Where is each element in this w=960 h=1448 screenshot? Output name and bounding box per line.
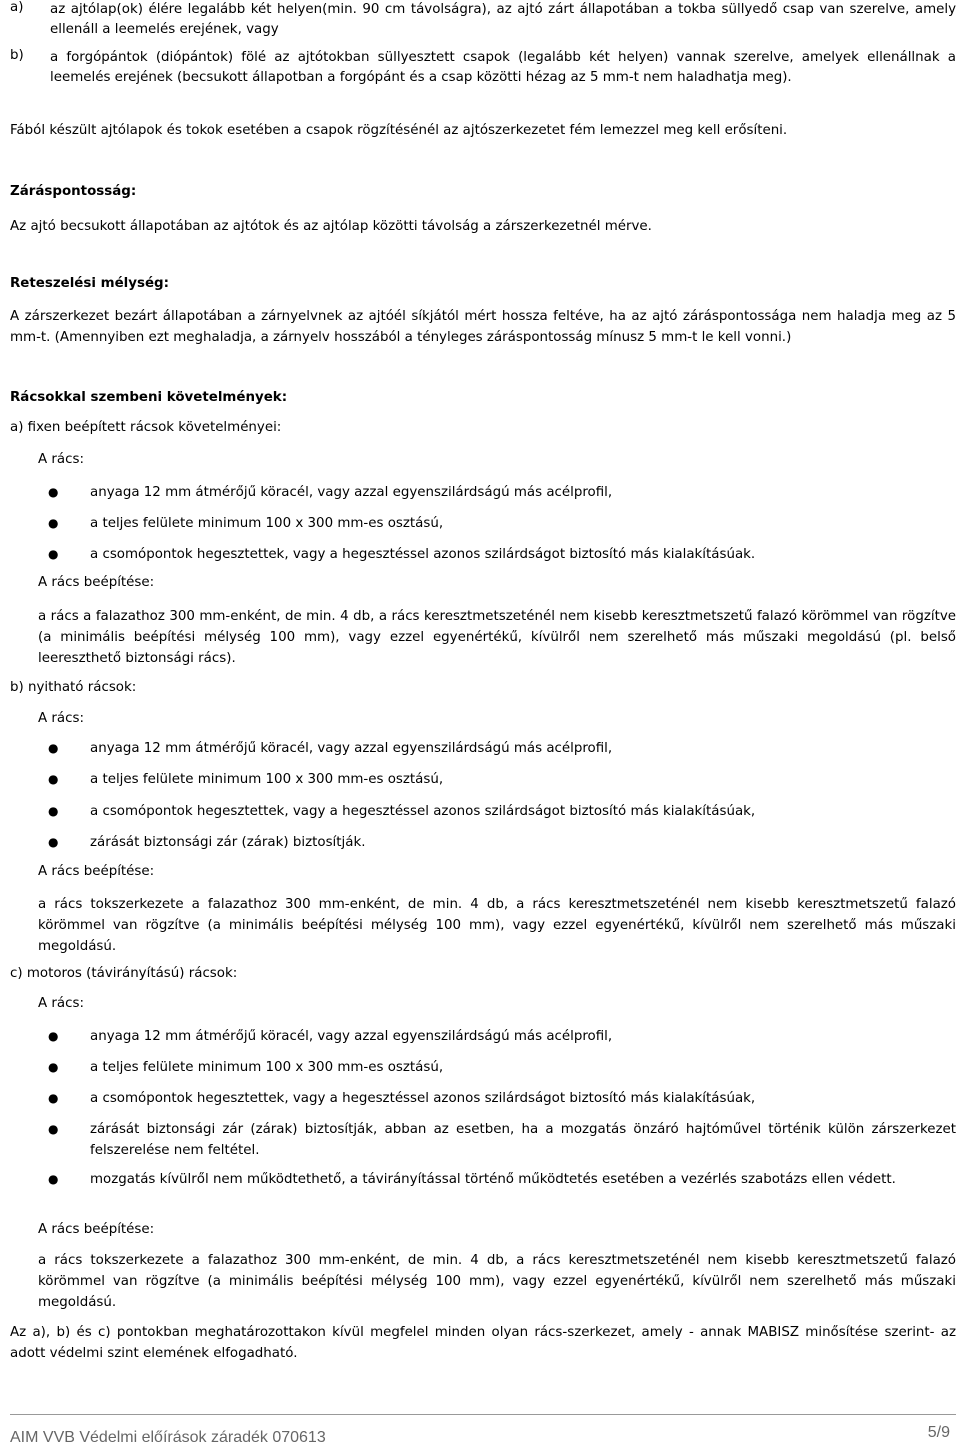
list-item: ● anyaga 12 mm átmérőjű köracél, vagy azzal egyenszilárdságú más acélprofil, xyxy=(38,1026,956,1047)
bullet-icon: ● xyxy=(48,804,59,818)
list-text: a forgópántok (diópántok) fölé az ajtótokban süllyesztett csapok (legalább két helyen) vannak szerelve, amelyek ellenállnak a leemelés erejének (becsukott állapotban a forgópánt és a csap közötti hézag az 5 mm-t nem haladhatja meg). xyxy=(50,50,956,85)
heading-zaraspontossag: Záráspontosság: xyxy=(10,184,137,199)
list-item: ● zárását biztonsági zár (zárak) biztosítják. xyxy=(38,832,956,853)
list-item-a xyxy=(10,0,956,40)
bullet-icon: ● xyxy=(48,1122,59,1136)
section-a-install: a rács a falazathoz 300 mm-enként, de min. 4 db, a rács keresztmetszeténél nem kisebb keresztmetszetű falazó körömmel van rögzítve (a minimális beépítési mélység 100 mm), vagy ezzel egyenértékű, kívülről nem szerelhető más műszaki megoldású (pl. belső leereszthető biztonsági rács). xyxy=(38,609,956,666)
bullet-icon: ● xyxy=(48,547,59,561)
list-item: ● a csomópontok hegesztettek, vagy a hegesztéssel azonos szilárdságot biztosító más kialakításúak, xyxy=(38,1088,956,1109)
racs-label: A rács: xyxy=(38,711,84,726)
zaraspontossag-text: Az ajtó becsukott állapotában az ajtótok és az ajtólap közötti távolság a zárszerkezetnél mérve. xyxy=(10,219,652,234)
reteszelesi-text: A zárszerkezet bezárt állapotában a zárnyelvnek az ajtóél síkjától mért hossza feltéve, ha az ajtó záráspontossága nem haladja meg az 5 mm-t. (Amennyiben ezt meghaladja, a zárnyelv hosszából a tényleges záráspontosság mínusz 5 mm-t le kell vonni.) xyxy=(10,309,956,345)
racs-label: A rács: xyxy=(38,452,84,467)
list-item: ● zárását biztonsági zár (zárak) biztosítják, abban az esetben, ha a mozgatás önzáró hajtóművel történik külön zárszerkezet felszerelése nem feltétel. xyxy=(38,1119,956,1161)
bullet-icon: ● xyxy=(48,516,59,530)
racs-beepitese-label: A rács beépítése: xyxy=(38,864,155,879)
section-b-title: b) nyitható rácsok: xyxy=(10,680,137,695)
bullet-icon: ● xyxy=(48,1029,59,1043)
list-label: a) xyxy=(10,0,24,15)
bullet-icon: ● xyxy=(48,1060,59,1074)
heading-reteszelesi-melyseg: Reteszelési mélység: xyxy=(10,276,169,291)
footer-divider xyxy=(10,1414,956,1415)
bullet-icon: ● xyxy=(48,741,59,755)
bullet-icon: ● xyxy=(48,835,59,849)
list-item: ● a csomópontok hegesztettek, vagy a hegesztéssel azonos szilárdságot biztosító más kialakításúak, xyxy=(38,801,956,822)
list-item: ● mozgatás kívülről nem működtethető, a távirányítással történő működtetés esetében a vezérlés szabotázs ellen védett. xyxy=(38,1169,956,1190)
racs-beepitese-label: A rács beépítése: xyxy=(38,575,155,590)
heading-racsok: Rácsokkal szembeni követelmények: xyxy=(10,390,288,405)
footer-document-title: AIM VVB Védelmi előírások záradék 070613 xyxy=(10,1429,326,1446)
bullet-icon: ● xyxy=(48,1172,59,1186)
list-item: ● a teljes felülete minimum 100 x 300 mm-es osztású, xyxy=(38,513,956,534)
closing-paragraph: Az a), b) és c) pontokban meghatározottakon kívül megfelel minden olyan rács-szerkezet, amely - annak MABISZ minősítése szerint- az adott védelmi szint elemének elfogadható. xyxy=(10,1325,956,1361)
section-b-install: a rács tokszerkezete a falazathoz 300 mm-enként, de min. 4 db, a rács keresztmetszeténél nem kisebb keresztmetszetű falazó körömmel van rögzítve (a minimális beépítési mélység 100 mm), vagy ezzel egyenértékű, kívülről nem szerelhető más műszaki megoldású. xyxy=(38,897,956,954)
list-text: az ajtólap(ok) élére legalább két helyen(min. 90 cm távolságra), az ajtó zárt állapotában a tokba süllyedő csap van szerelve, amely ellenáll a leemelés erejének, vagy xyxy=(50,2,956,37)
racs-beepitese-label: A rács beépítése: xyxy=(38,1222,155,1237)
page-number: 5/9 xyxy=(927,1424,950,1441)
list-item: ● a teljes felülete minimum 100 x 300 mm-es osztású, xyxy=(38,1057,956,1078)
list-item: ● a csomópontok hegesztettek, vagy a hegesztéssel azonos szilárdságot biztosító más kialakításúak. xyxy=(38,544,956,565)
bullet-icon: ● xyxy=(48,485,59,499)
bullet-icon: ● xyxy=(48,772,59,786)
section-a-title: a) fixen beépített rácsok követelményei: xyxy=(10,420,282,435)
wood-note: Fából készült ajtólapok és tokok esetében a csapok rögzítésénél az ajtószerkezetet fém lemezzel meg kell erősíteni. xyxy=(10,123,788,138)
racs-label: A rács: xyxy=(38,996,84,1011)
section-c-title: c) motoros (távirányítású) rácsok: xyxy=(10,966,238,981)
section-c-install: a rács tokszerkezete a falazathoz 300 mm-enként, de min. 4 db, a rács keresztmetszeténél nem kisebb keresztmetszetű falazó körömmel van rögzítve (a minimális beépítési mélység 100 mm), vagy ezzel egyenértékű, kívülről nem szerelhető más műszaki megoldású. xyxy=(38,1253,956,1310)
list-item: ● a teljes felülete minimum 100 x 300 mm-es osztású, xyxy=(38,769,956,790)
list-item: ● anyaga 12 mm átmérőjű köracél, vagy azzal egyenszilárdságú más acélprofil, xyxy=(38,482,956,503)
list-label: b) xyxy=(10,48,24,63)
list-item: ● anyaga 12 mm átmérőjű köracél, vagy azzal egyenszilárdságú más acélprofil, xyxy=(38,738,956,759)
bullet-icon: ● xyxy=(48,1091,59,1105)
list-item-b xyxy=(10,48,956,88)
